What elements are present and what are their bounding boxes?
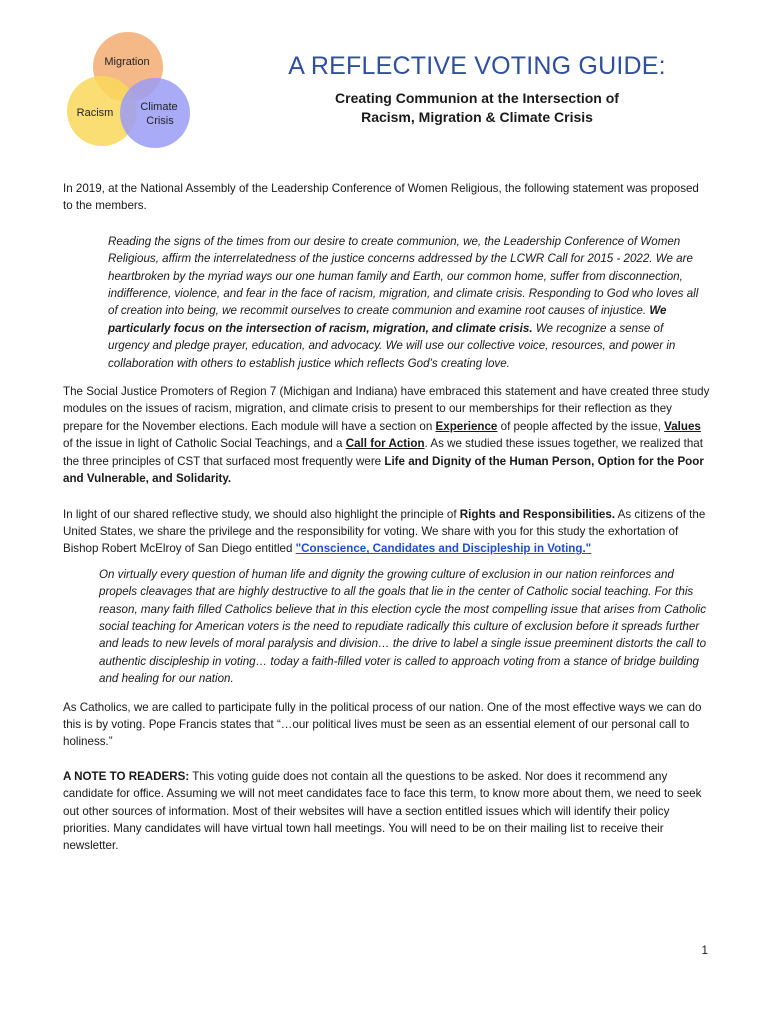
climate-crisis-circle xyxy=(120,78,190,148)
para2-text-1: The Social Justice Promoters of Region 7 (Michigan and Indiana) have embraced this statement and have created three study modules on the issues of racism, migration, and climate crisis to present to our memberships for their reflection as they prepare for the November elections. Each module will have a section on xyxy=(63,385,710,433)
climate-crisis-label: Climate Crisis xyxy=(140,101,178,127)
mcelroy-quote: On virtually every question of human life and dignity the growing culture of exclusion in our nation reinforces and propels cleavages that are highly destructive to all the goals that lie in the center of Catholic social teaching. For this reason, many faith filled Catholics believe that in this election cycle the most compelling issue that arises from Catholic social teaching for American voters is the need to repudiate radically this culture of exclusion before it spreads further and leads to new levels of moral paralysis and division… the drive to label a single issue preeminent distorts the call to authentic discipleship in voting… today a faith-filled voter is called to approach voting from a stance of bridge building and healing for our nation. xyxy=(99,567,707,686)
venn-diagram xyxy=(64,30,194,152)
page-number: 1 xyxy=(701,944,708,957)
racism-label: Racism xyxy=(76,107,114,119)
quote1-text-1: Reading the signs of the times from our desire to create communion, we, the Leadership Conference of Women Religious, affirm the interrelatedness of the justice concerns addressed by the LCWR Call for 2015 - 2022. We are heartbroken by the myriad ways our one human family and Earth, our common home, suffer from disconnection, indifference, violence, and fear in the face of racism, migration, and climate crisis. Responding to God who loves all of creation into being, we recommit ourselves to create communion and examine root causes of injustice. xyxy=(108,234,699,318)
values-term: Values xyxy=(664,419,701,433)
experience-term: Experience xyxy=(435,419,498,433)
note-text: This voting guide does not contain all the questions to be asked. Nor does it recommend any candidate for office. Assuming we will not meet candidates face to face this term, to know more about them, we need to seek out other sources of information. Most of their websites will have a section entitled issues which will identify their policy priorities. Many candidates will have virtual town hall meetings. You will need to be on their mailing list to receive their newsletter. xyxy=(63,769,702,853)
migration-label: Migration xyxy=(104,56,150,68)
para2-text-4: . As we studied these issues together, we realized that the three principles of CST that surfaced most frequently were xyxy=(63,437,703,468)
lcwr-statement-quote xyxy=(108,233,706,372)
page-subtitle xyxy=(252,89,702,127)
rights-responsibilities: Rights and Responsibilities. xyxy=(459,507,616,521)
note-label: A NOTE TO READERS: xyxy=(63,769,190,783)
region7-paragraph xyxy=(63,383,711,487)
subtitle-line-2: Racism, Migration & Climate Crisis xyxy=(361,109,593,125)
document-body xyxy=(63,180,711,855)
quote1-bold-focus: We particularly focus on the intersection of racism, migration, and climate crisis. xyxy=(108,304,667,335)
page-title: A REFLECTIVE VOTING GUIDE: xyxy=(288,52,666,80)
subtitle-line-1: Creating Communion at the Intersection of xyxy=(335,90,619,106)
intro-paragraph: In 2019, at the National Assembly of the Leadership Conference of Women Religious, the following statement was proposed to the members. xyxy=(63,182,699,213)
note-to-readers xyxy=(63,768,711,855)
quote1-text-2: We recognize a sense of urgency and pledge prayer, education, and advocacy. We will use our collective voice, resources, and power in collaboration with others to establish justice which reflects God’s creating love. xyxy=(108,321,676,370)
para3-text-2: As citizens of the United States, we share the privilege and the responsibility for voting. We share with you for this study the exhortation of Bishop Robert McElroy of San Diego entitled xyxy=(63,507,706,556)
rights-paragraph xyxy=(63,506,711,558)
call-for-action-term: Call for Action xyxy=(345,437,425,451)
para2-text-2: of people affected by the issue, xyxy=(500,419,661,433)
para3-text-1: In light of our shared reflective study, we should also highlight the principle of xyxy=(63,507,457,521)
mcelroy-article-link[interactable]: "Conscience, Candidates and Discipleship in Voting." xyxy=(295,542,592,556)
cst-principles: Life and Dignity of the Human Person, Option for the Poor and Vulnerable, and Solidarity. xyxy=(63,454,704,486)
para2-text-3: of the issue in light of Catholic Social Teachings, and a xyxy=(63,437,343,451)
catholics-paragraph: As Catholics, we are called to participate fully in the political process of our nation. One of the most effective ways we can do this is by voting. Pope Francis states that “…our political lives must be seen as an essential element of our personal call to holiness.” xyxy=(63,700,702,749)
